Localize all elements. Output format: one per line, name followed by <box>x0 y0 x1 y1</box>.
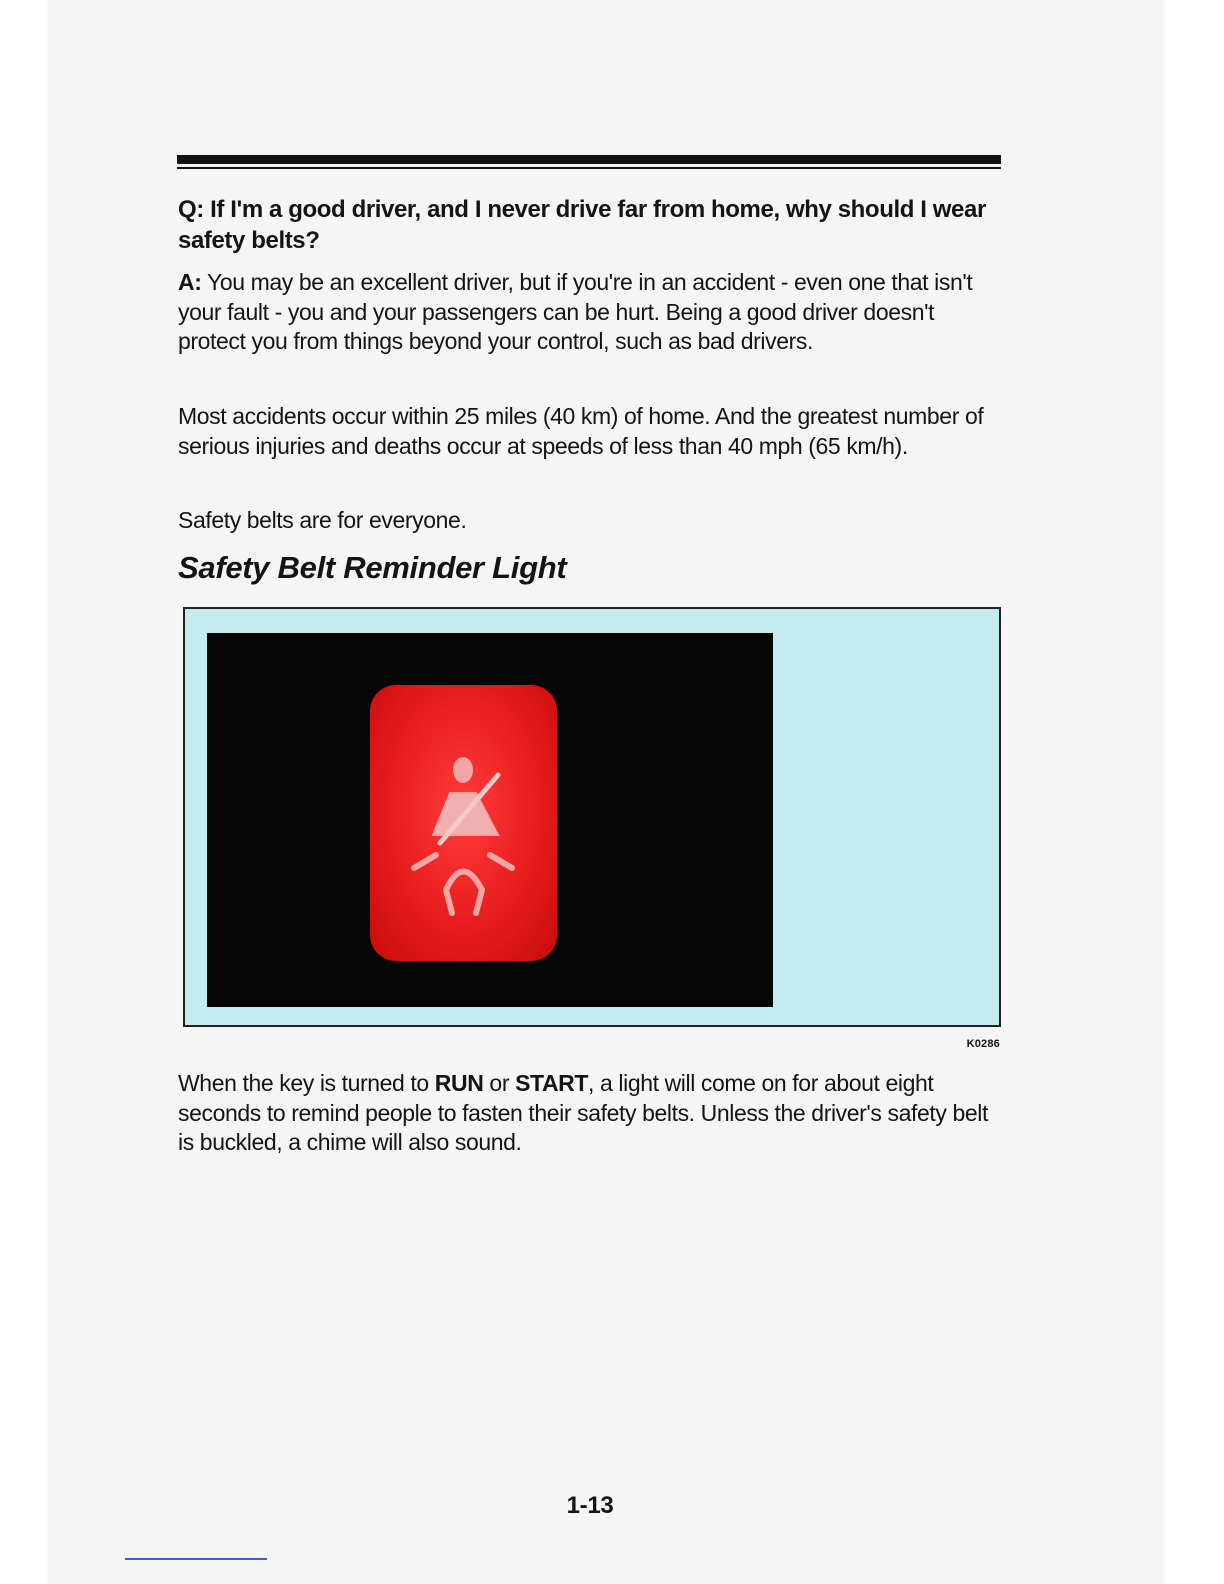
faq-answer <box>178 268 998 357</box>
paragraph-accidents: Most accidents occur within 25 miles (40 km) of home. And the greatest number of serious injuries and deaths occur at speeds of less than 40 mph (65 km/h). <box>178 403 984 459</box>
paragraph-everyone: Safety belts are for everyone. <box>178 507 467 533</box>
header-rule-thick <box>177 155 1001 164</box>
footer-link-rule <box>125 1558 267 1560</box>
run-keyword: RUN <box>434 1070 484 1096</box>
reminder-text-1: When the key is turned to <box>178 1070 435 1096</box>
faq-question: Q: If I'm a good driver, and I never drive far from home, why should I wear safety belts? <box>178 196 986 254</box>
seatbelt-warning-icon <box>370 685 557 961</box>
section-heading: Safety Belt Reminder Light <box>178 550 567 585</box>
dashboard-photo <box>207 633 773 1007</box>
reminder-text-2: or <box>483 1070 516 1096</box>
answer-label: A: <box>178 269 202 295</box>
reminder-light-figure <box>183 607 1001 1027</box>
reminder-paragraph <box>178 1069 998 1158</box>
seatbelt-warning-lamp <box>370 685 557 961</box>
header-rule-thin <box>177 167 1001 169</box>
page-number: 1-13 <box>566 1492 614 1519</box>
start-keyword: START <box>515 1070 589 1096</box>
answer-text: You may be an excellent driver, but if you're in an accident - even one that isn't your fault - you and your passengers can be hurt. Being a good driver doesn't protect you from things beyond your control, such as bad drivers. <box>178 269 973 354</box>
figure-code: K0286 <box>966 1038 1000 1050</box>
reminder-text-3: , a light will come on for about eight seconds to remind people to fasten their safety belts. Unless the driver's safety belt is buckled, a chime will also sound. <box>178 1070 988 1155</box>
